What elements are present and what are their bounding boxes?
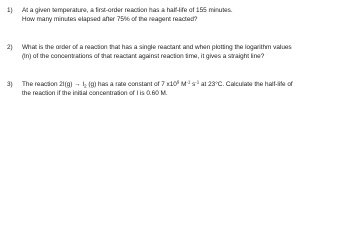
problem-sheet xyxy=(0,0,350,105)
question-text-line: How many minutes elapsed after 75% of the reagent reacted? xyxy=(22,16,198,23)
text-segment: M xyxy=(179,81,187,88)
question-number: 2) xyxy=(7,44,13,51)
text-segment: (g) has a rate constant of 7 x10 xyxy=(86,81,177,88)
question-text-line: At a given temperature, a first-order reaction has a half-life of 155 minutes. xyxy=(22,7,233,14)
superscript: -1 xyxy=(186,79,191,85)
superscript: -1 xyxy=(195,79,200,85)
text-segment: s xyxy=(190,81,196,88)
question-text-line: What is the order of a reaction that has a single reactant and when plotting the logarithm values xyxy=(22,44,292,51)
question-text-line xyxy=(22,80,293,89)
question-number: 1) xyxy=(7,7,13,14)
question-number: 3) xyxy=(7,81,13,88)
text-segment: at 23°C. Calculate the half-life of xyxy=(199,81,293,88)
question-text-line: the reaction if the initial concentration of I is 0.60 M. xyxy=(22,90,168,97)
superscript: 9 xyxy=(176,79,180,85)
text-segment: The reaction 2I(g) → I xyxy=(22,81,85,88)
subscript: 2 xyxy=(84,83,87,89)
question-text-line: (ln) of the concentrations of that reactant against reaction time, it gives a straight line? xyxy=(22,53,265,60)
